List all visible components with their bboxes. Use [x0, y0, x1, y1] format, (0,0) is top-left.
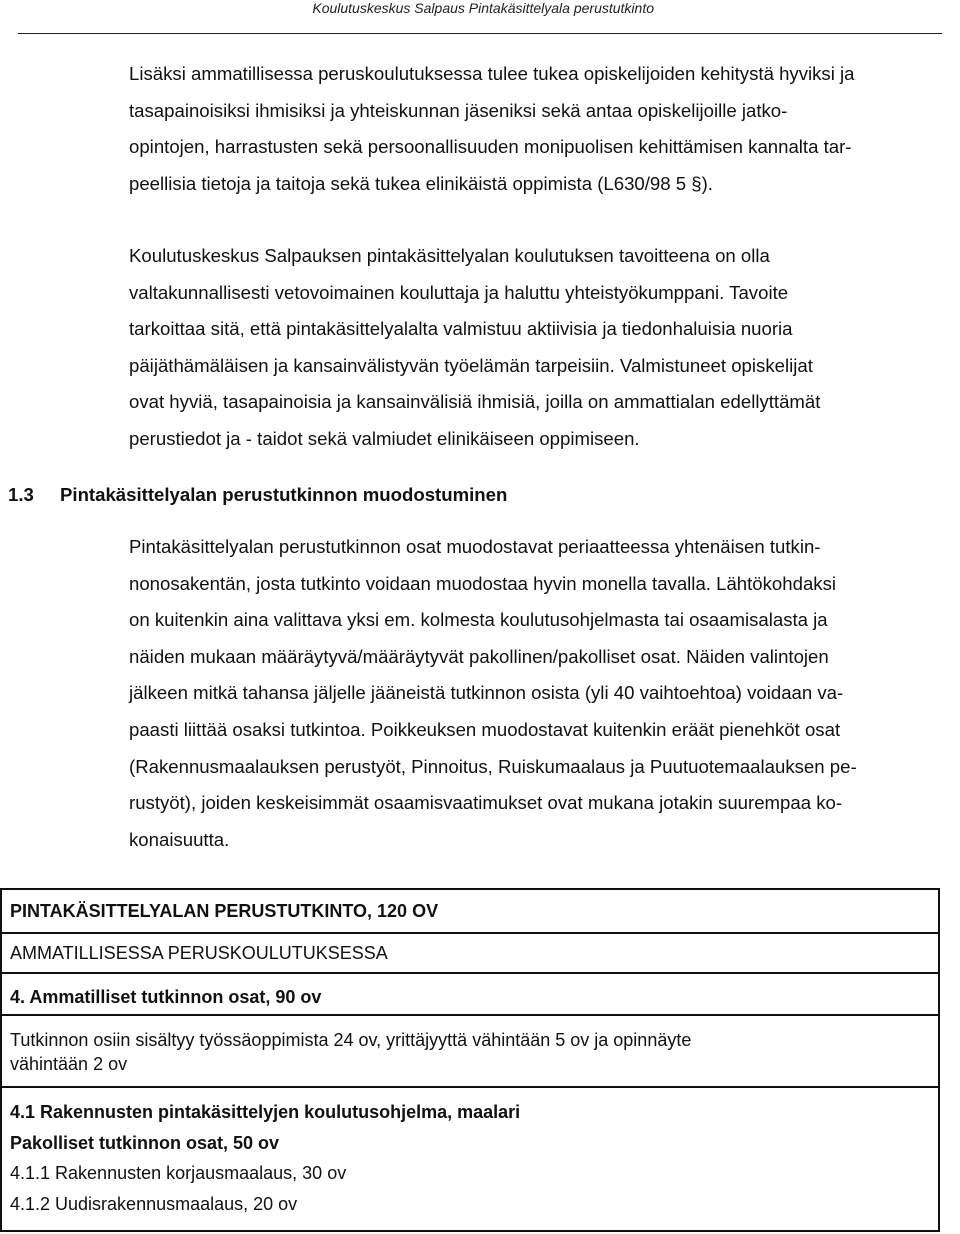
paragraph-line: on kuitenkin aina valittava yksi em. kolmesta koulutusohjelmasta tai osaamisalasta ja [129, 609, 828, 631]
table-subtitle-cell [0, 932, 940, 974]
table-subtitle: AMMATILLISESSA PERUSKOULUTUKSESSA [10, 943, 388, 963]
paragraph-line: tarkoittaa sitä, että pintakäsittelyalalta valmistuu aktiivisia ja tiedonhaluisia nuoria [129, 318, 793, 340]
header-rule [18, 33, 942, 34]
section-heading [8, 484, 507, 506]
paragraph-2 [129, 238, 929, 458]
section-number: 1.3 [8, 484, 34, 505]
section-title: Pintakäsittelyalan perustutkinnon muodostuminen [60, 484, 508, 505]
list-item: 4.1.1 Rakennusten korjausmaalaus, 30 ov [10, 1163, 347, 1183]
paragraph-line: rustyöt), joiden keskeisimmät osaamisvaatimukset ovat mukana jotakin suurempaa ko- [129, 792, 843, 814]
list-item: 4.1.2 Uudisrakennusmaalaus, 20 ov [10, 1193, 298, 1214]
table-programme-cell [0, 1086, 940, 1232]
paragraph-line: peellisia tietoja ja taitoja sekä tukea elinikäistä oppimista (L630/98 5 §). [129, 172, 713, 194]
paragraph-line: näiden mukaan määräytyvä/määräytyvät pakollinen/pakolliset osat. Näiden valintojen [129, 645, 829, 667]
programme-title: 4.1 Rakennusten pintakäsittelyjen koulutusohjelma, maalari [10, 1102, 521, 1122]
table-note-line: vähintään 2 ov [10, 1054, 128, 1074]
paragraph-line: konaisuutta. [129, 828, 230, 850]
table-section-cell [0, 972, 940, 1016]
paragraph-line: tasapainoisiksi ihmisiksi ja yhteiskunnan jäseniksi sekä antaa opiskelijoille jatko- [129, 99, 788, 121]
paragraph-line: jälkeen mitkä tahansa jäljelle jääneistä tutkinnon osista (yli 40 vaihtoehtoa) voidaan va- [129, 682, 844, 704]
table-title: PINTAKÄSITTELYALAN PERUSTUTKINTO, 120 OV [10, 901, 439, 921]
table-note-cell [0, 1014, 940, 1088]
paragraph-line: (Rakennusmaalauksen perustyöt, Pinnoitus, Ruiskumaalaus ja Puutuotemaalauksen pe- [129, 755, 857, 777]
paragraph-line: Koulutuskeskus Salpauksen pintakäsittelyalan koulutuksen tavoitteena on olla [129, 245, 770, 266]
paragraph-line: ovat hyviä, tasapainoisia ja kansainvälisiä ihmisiä, joilla on ammattialan edellyttämät [129, 391, 821, 413]
table-section-heading: 4. Ammatilliset tutkinnon osat, 90 ov [10, 987, 322, 1007]
page-header [0, 0, 960, 36]
paragraph-line: Pintakäsittelyalan perustutkinnon osat muodostavat periaatteessa yhtenäisen tutkin- [129, 536, 821, 557]
paragraph-line: perustiedot ja - taidot sekä valmiudet elinikäiseen oppimiseen. [129, 427, 640, 449]
table-title-cell [0, 888, 940, 934]
table-note-line: Tutkinnon osiin sisältyy työssäoppimista 24 ov, yrittäjyyttä vähintään 5 ov ja opinnäyte [10, 1030, 692, 1050]
paragraph-line: nonosakentän, josta tutkinto voidaan muodostaa hyvin monella tavalla. Lähtökohdaksi [129, 572, 837, 594]
paragraph-3 [129, 529, 929, 858]
mandatory-parts-title: Pakolliset tutkinnon osat, 50 ov [10, 1132, 280, 1153]
header-title: Koulutuskeskus Salpaus Pintakäsittelyala perustutkinto [312, 0, 654, 16]
paragraph-line: valtakunnallisesti vetovoimainen kouluttaja ja haluttu yhteistyökumppani. Tavoite [129, 281, 789, 303]
paragraph-line: opintojen, harrastusten sekä persoonallisuuden monipuolisen kehittämisen kannalta tar- [129, 136, 852, 158]
paragraph-line: Lisäksi ammatillisessa peruskoulutuksessa tulee tukea opiskelijoiden kehitystä hyviksi ja [129, 63, 855, 84]
paragraph-1 [129, 56, 929, 202]
paragraph-line: paasti liittää osaksi tutkintoa. Poikkeuksen muodostavat kuitenkin eräät pienehköt osat [129, 718, 841, 740]
paragraph-line: päijäthämäläisen ja kansainvälistyvän työelämän tarpeisiin. Valmistuneet opiskelijat [129, 354, 813, 376]
